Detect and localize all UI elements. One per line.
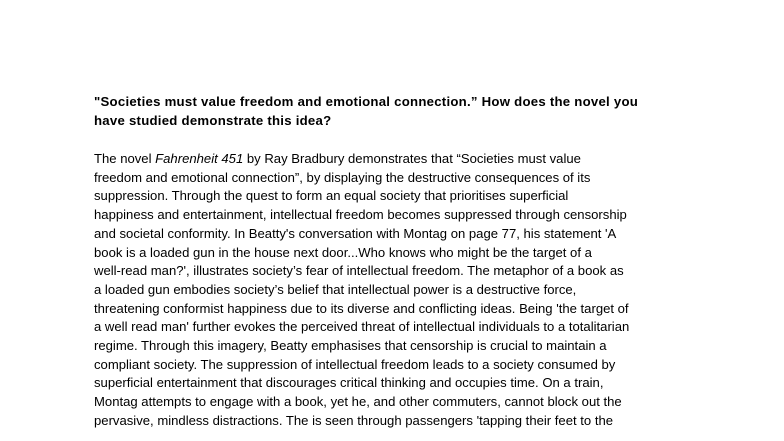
essay-line: and societal conformity. In Beatty's conversation with Montag on page 77, his statement 'A	[94, 225, 617, 241]
essay-line: a well read man' further evokes the perceived threat of intellectual individuals to a totalitarian	[94, 319, 630, 335]
essay-question	[94, 92, 734, 130]
essay-line: freedom and emotional connection”, by displaying the destructive consequences of its	[94, 169, 591, 185]
essay-line: regime. Through this imagery, Beatty emphasises that censorship is crucial to maintain a	[94, 338, 607, 354]
essay-line: pervasive, mindless distractions. The is seen through passengers 'tapping their feet to the	[94, 412, 614, 428]
essay-line: Montag attempts to engage with a book, yet he, and other commuters, cannot block out the	[94, 394, 622, 410]
essay-line: well-read man?', illustrates society’s fear of intellectual freedom. The metaphor of a book as	[94, 263, 624, 279]
question-line: have studied demonstrate this idea?	[94, 113, 332, 128]
essay-body	[94, 150, 774, 431]
essay-line: suppression. Through the quest to form an equal society that prioritises superficial	[94, 188, 569, 204]
essay-line-intro: The novel	[94, 151, 156, 166]
essay-line: a loaded gun embodies society’s belief that intellectual power is a destructive force,	[94, 281, 577, 297]
essay-line: superficial entertainment that discourages critical thinking and occupies time. On a train,	[94, 375, 604, 391]
essay-line	[94, 150, 774, 169]
essay-line: happiness and entertainment, intellectual freedom becomes suppressed through censorship	[94, 207, 627, 223]
novel-title: Fahrenheit 451	[155, 151, 244, 166]
essay-line-rest: by Ray Bradbury demonstrates that “Societies must value	[243, 151, 581, 166]
essay-line: threatening conformist happiness due to its diverse and conflicting ideas. Being 'the target of	[94, 300, 629, 316]
question-line: "Societies must value freedom and emotional connection.” How does the novel you	[94, 94, 639, 109]
essay-line: book is a loaded gun in the house next door...Who knows who might be the target of a	[94, 244, 592, 260]
essay-line: compliant society. The suppression of intellectual freedom leads to a society consumed by	[94, 356, 616, 372]
